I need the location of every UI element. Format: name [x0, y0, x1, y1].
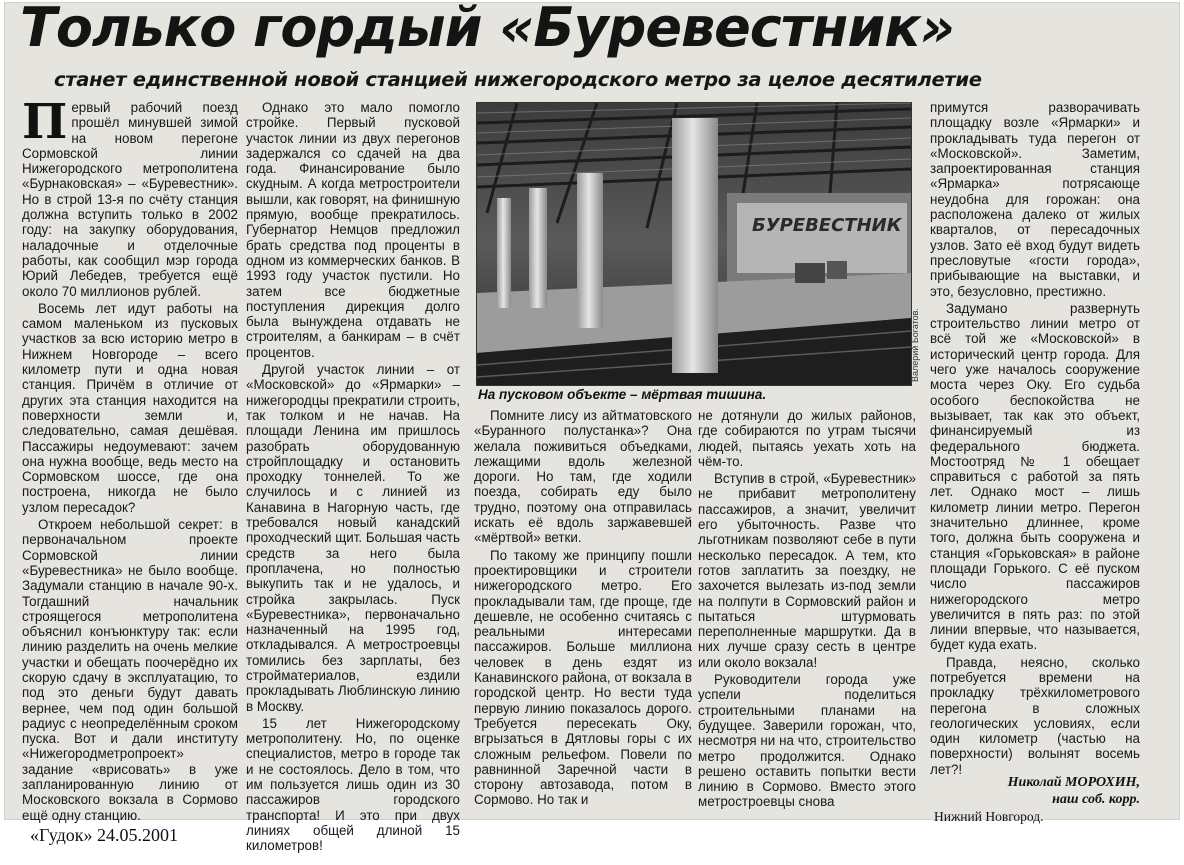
author-city: Нижний Новгород. [934, 809, 1044, 824]
article-subtitle: станет единственной новой станцией нижегородского метро за целое десятилетие [54, 68, 982, 91]
source-line: «Гудок» 24.05.2001 [30, 825, 178, 845]
paragraph-text: ервый рабочий поезд прошёл минувшей зимой на новом перегоне Сормовской линии Нижегородского метрополитена «Бурнаковская» – «Буревестник». Но в строй 13-я по счёту станция должна вступить только в 2002 году: на закупку оборудования, наладочные и отделочные работы, как сообщил мэр города Юрий Лебедев, требуется ещё около 70 миллионов рублей. [22, 100, 238, 299]
paragraph [22, 94, 238, 299]
column-1 [22, 94, 238, 823]
column-5 [930, 100, 1140, 777]
paragraph: примутся разворачивать площадку возле «Ярмарки» и прокладывать туда перегон от «Московской». Заметим, запроектированная станция «Ярмарка» потрясающе неудобна для горожан: она расположена далеко от жилых кварталов, от пересадочных узлов. Зато её вход будут видеть пресловутые «гости города», прибывающие на выставки, и это, безусловно, престижно. [930, 100, 1140, 299]
author-name: Николай МОРОХИН, [1007, 775, 1140, 790]
station-sign: БУРЕВЕСТНИК [752, 215, 902, 236]
paragraph: Помните лису из айтматовского «Буранного полустанка»? Она желала поживиться объедками, лежащими вдоль железной дороги. Но там, где ходили поезда, собирать еду было трудно, поэтому она отправилась искать её вдоль заржавевшей «мёртвой» ветки. [474, 408, 692, 546]
paragraph: Другой участок линии – от «Московской» до «Ярмарки» – нижегородцы прекратили строить, так толком и не начав. На площади Ленина им пришлось разобрать оборудованную стройплощадку и остановить проходку тоннелей. То же случилось и с линией из Канавина в Нагорную часть, где требовался новый канадский проходческий щит. Большая часть средств за него была проплачена, но полностью выкупить так и не удалось, и стройка закрылась. Пуск «Буревестника», первоначально назначенный на 1995 год, откладывался. А метростроевцы томились без зарплаты, без стройматериалов, ездили прокладывать Люблинскую линию в Москву. [246, 362, 461, 714]
column-4 [698, 408, 916, 810]
paragraph: не дотянули до жилых районов, где собираются по утрам тысячи людей, пытаясь уехать хоть на чём-то. [698, 408, 916, 469]
paragraph: По такому же принципу пошли проектировщики и строители нижегородского метро. Его прокладывали там, где проще, где дешевле, не особенно считаясь с реальными интересами пассажиров. Больше миллиона человек в день ездят из Канавинского района, от вокзала в городской центр. Но вести туда первую линию показалось дорого. Требуется пересекать Оку, вгрызаться в Дятловы горы с их сложным рельефом. Повели по равнинной Заречной части в сторону автозавода, потом в Сормово. Но так и [474, 547, 692, 808]
paragraph: 15 лет Нижегородскому метрополитену. Но, по оценке специалистов, метро в городе так и не состоялось. Дело в том, что им пользуется лишь один из 30 пассажиров городского транспорта! И это при двух линиях общей длиной 15 километров! [246, 715, 460, 854]
paragraph: Руководители города уже успели поделиться строительными планами на будущее. Заверили горожан, что, несмотря ни на что, строительство метро продолжится. Однако решено оставить попытки вести линию в Сормово. Вместо этого метростроевцы снова [698, 672, 916, 810]
paragraph: Восемь лет идут работы на самом маленьком из пусковых участков за всю историю метро в Нижнем Новгороде – всего километр пути и одна новая станция. Причём в отличие от других эта станция находится на поверхности земли и, следовательно, самая дешёвая. Пассажиры недоумевают: зачем она нужна вообще, ведь место на Сормовском шоссе, где она построена, никогда не было узлом пересадок? [22, 300, 238, 515]
paragraph: Правда, неясно, сколько потребуется времени на прокладку трёхкилометрового перегона в сложных геологических условиях, если один километр (частью на поверхности) волынят восемь лет?! [930, 654, 1140, 777]
photo-caption: На пусковом объекте – мёртвая тишина. [478, 387, 767, 402]
paragraph: Задумано развернуть строительство линии метро от всё той же «Московской» в исторический центр города. Для чего уже началось сооружение моста через Оку. Его судьба особого беспокойства не вызывает, так как это объект, финансируемый из федерального бюджета. Мостоотряд № 1 обещает справиться с работой за пять лет. Однако мост – лишь километр линии метро. Перегон значительно длиннее, кроме того, должна быть сооружена и станция «Горьковская» в районе площади Горького. С её пуском число пассажиров нижегородского метро увеличится в пять раз: по этой линии впервые, что называется, будет куда ехать. [930, 300, 1140, 653]
photo-credit: Валерий Богатов. [910, 308, 920, 382]
column-3 [474, 408, 692, 808]
paragraph: Однако это мало помогло стройке. Первый пусковой участок линии из двух перегонов задержался со сдачей на два года. Финансирование было скудным. А когда метростроители вышли, как говорят, на финишную прямую, вообще прекратилось. Губернатор Немцов предложил брать средства под проценты в одном из коммерческих банков. В 1993 году участок пустили. Но затем все бюджетные поступления дирекция долго была вынуждена отдавать не строителям, а банкирам – в счёт процентов. [246, 100, 460, 360]
paragraph: Откроем небольшой секрет: в первоначальном проекте Сормовской линии «Буревестника» не было вообще. Задумали станцию в начале 90-х. Тогдашний начальник строящегося метрополитена объяснил конъюнктуру так: если линию разделить на очень мелкие участки и обещать поочерёдно их скорую сдачу в эксплуатацию, то под это деньги будут давать вернее, чем под один большой радиус с неопределённым сроком пуска. Вот и дали институту «Нижегородметропроект» задание «врисовать» в уже запланированную линию от Московского вокзала в Сормово ещё одну станцию. [22, 517, 238, 823]
metro-station-photo [476, 102, 912, 386]
author-byline [934, 774, 1140, 825]
article-title: Только гордый «Буревестник» [20, 0, 954, 59]
paragraph: Вступив в строй, «Буревестник» не прибавит метрополитену пассажиров, а значит, увеличит его убыточность. Разве что льготникам позволяют себе в пути несколько пересадок. А тем, кто готов заплатить за поездку, не захочется вылезать из-под земли на полпути в Сормовский район и пытаться штурмовать переполненные маршрутки. Да в них лучше сразу сесть в центре или около вокзала! [698, 471, 916, 670]
drop-cap: П [22, 94, 68, 150]
author-role: наш соб. корр. [1052, 792, 1140, 807]
column-2 [246, 100, 460, 854]
